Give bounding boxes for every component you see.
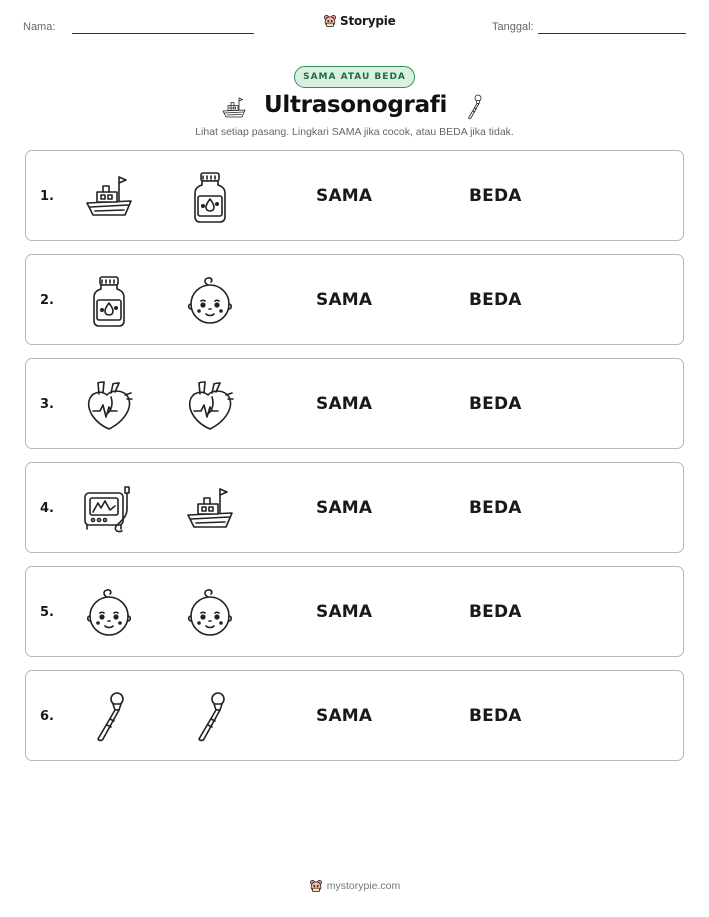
baby-face-icon	[182, 585, 238, 641]
exercise-row	[25, 150, 684, 241]
boat-icon	[182, 481, 238, 537]
row-number: 5.	[40, 605, 54, 620]
activity-badge: SAMA ATAU BEDA	[294, 66, 415, 88]
baby-face-icon	[182, 273, 238, 329]
page-title: Ultrasonografi	[264, 92, 448, 118]
footer-logo-icon	[309, 879, 323, 893]
exercise-row	[25, 566, 684, 657]
storypie-logo-icon	[323, 14, 337, 28]
same-option[interactable]: SAMA	[316, 706, 373, 726]
different-option[interactable]: BEDA	[469, 602, 522, 622]
exercise-row	[25, 254, 684, 345]
same-option[interactable]: SAMA	[316, 394, 373, 414]
ultrasound-probe-icon	[182, 689, 238, 745]
heart-icon	[81, 377, 137, 433]
brand-name: Storypie	[340, 14, 396, 28]
exercise-row	[25, 462, 684, 553]
baby-face-icon	[81, 585, 137, 641]
row-number: 1.	[40, 189, 54, 204]
footer-url: mystorypie.com	[326, 880, 401, 892]
title-boat-icon	[220, 94, 248, 122]
boat-icon	[81, 169, 137, 225]
same-option[interactable]: SAMA	[316, 186, 373, 206]
same-option[interactable]: SAMA	[316, 290, 373, 310]
same-option[interactable]: SAMA	[316, 602, 373, 622]
exercise-row	[25, 670, 684, 761]
name-label: Nama:	[23, 21, 56, 33]
exercise-row	[25, 358, 684, 449]
worksheet-header	[0, 14, 709, 42]
gel-bottle-icon	[81, 273, 137, 329]
title-row	[0, 90, 709, 126]
title-probe-icon	[460, 92, 488, 122]
row-number: 2.	[40, 293, 54, 308]
brand-logo	[323, 14, 396, 28]
different-option[interactable]: BEDA	[469, 394, 522, 414]
different-option[interactable]: BEDA	[469, 290, 522, 310]
instructions: Lihat setiap pasang. Lingkari SAMA jika cocok, atau BEDA jika tidak.	[195, 126, 514, 138]
date-label: Tanggal:	[492, 21, 534, 33]
date-line[interactable]	[538, 33, 686, 34]
different-option[interactable]: BEDA	[469, 706, 522, 726]
row-number: 6.	[40, 709, 54, 724]
ultrasound-probe-icon	[81, 689, 137, 745]
row-number: 4.	[40, 501, 54, 516]
gel-bottle-icon	[182, 169, 238, 225]
row-number: 3.	[40, 397, 54, 412]
heart-icon	[182, 377, 238, 433]
name-line[interactable]	[72, 33, 254, 34]
same-option[interactable]: SAMA	[316, 498, 373, 518]
different-option[interactable]: BEDA	[469, 498, 522, 518]
footer	[0, 879, 709, 893]
ultrasound-machine-icon	[81, 481, 137, 537]
different-option[interactable]: BEDA	[469, 186, 522, 206]
